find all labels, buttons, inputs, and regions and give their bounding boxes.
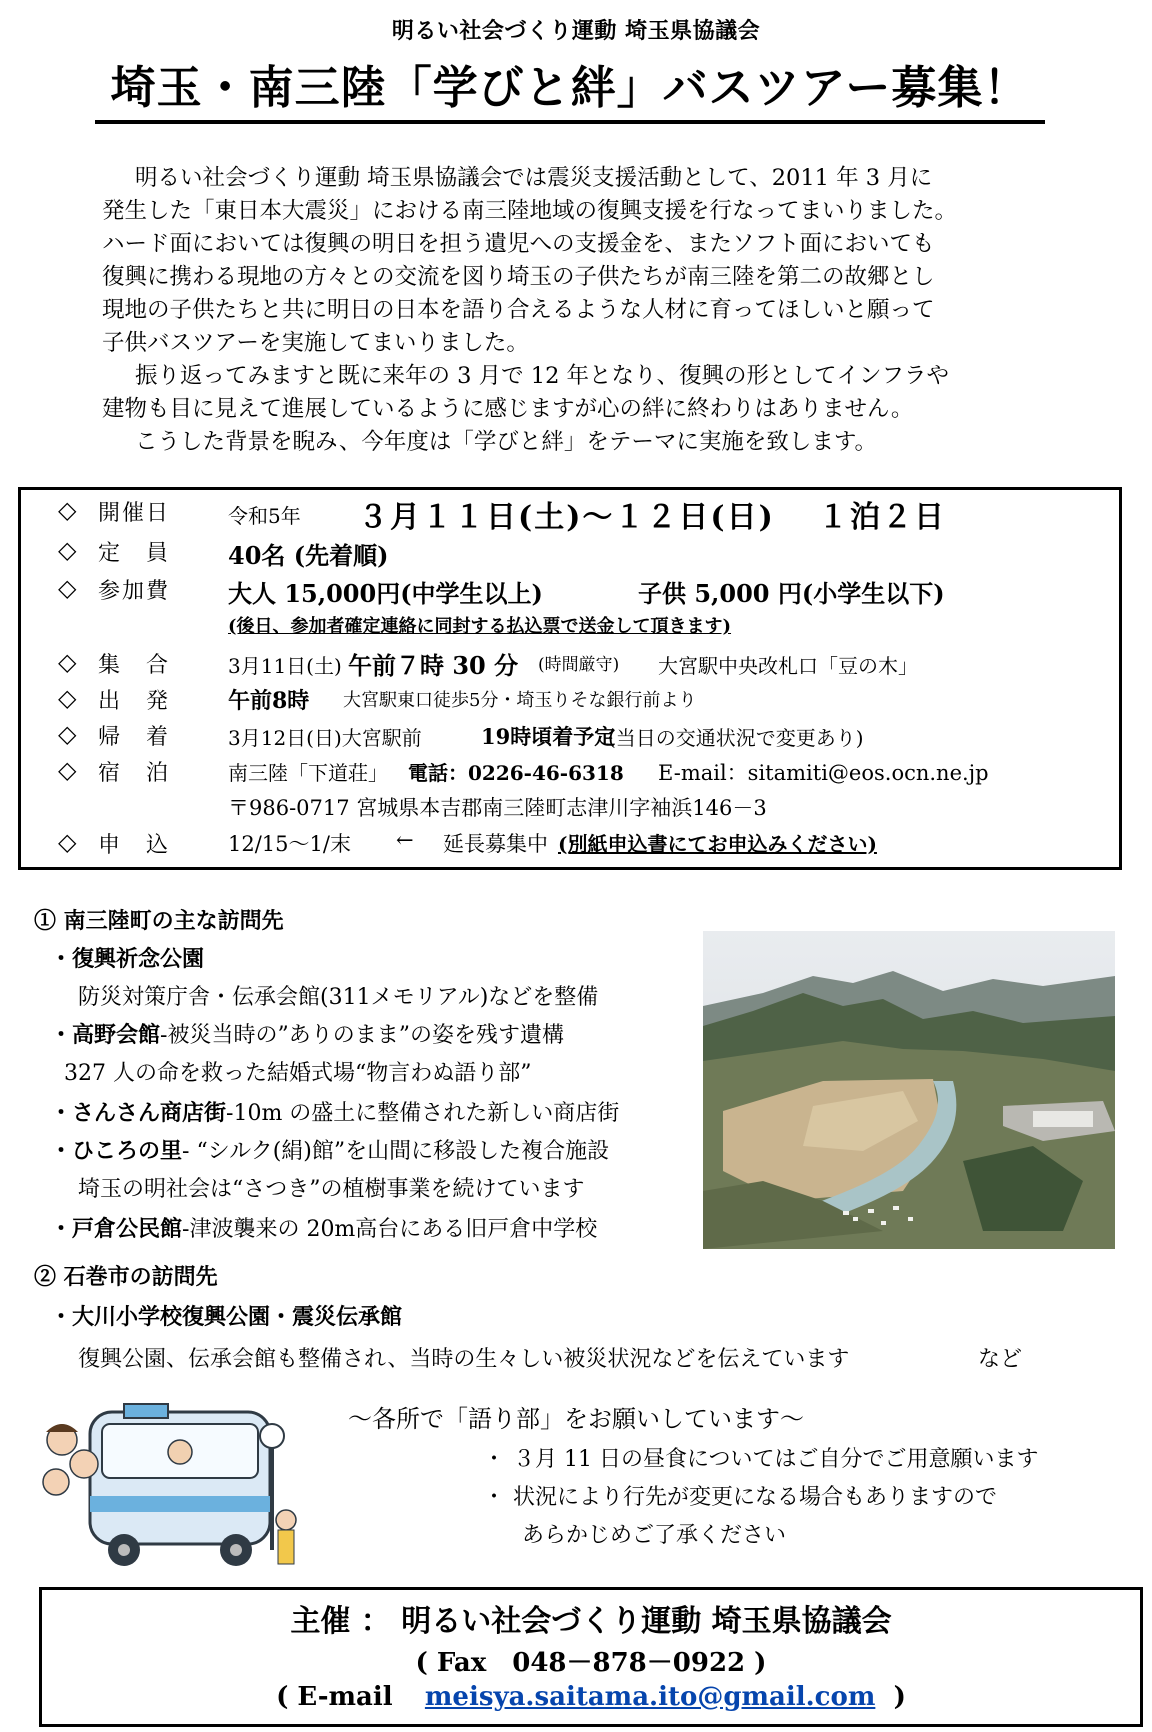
meet-date: 3月11日(土) [228, 654, 342, 678]
diamond-icon: ◇ [58, 828, 77, 856]
visit-item-title: ・高野会館 [50, 1022, 161, 1048]
bus-and-children-illustration [32, 1400, 302, 1580]
section-ishinomaki-title: ② 石巻市の訪問先 [34, 1264, 218, 1290]
nights-text: １泊２日 [818, 500, 946, 535]
apply-period: 12/15～1/末 [228, 832, 351, 856]
bullet-dot: ・ [483, 1447, 506, 1472]
aerial-landscape-image [703, 931, 1115, 1249]
visit-item-desc: -10m の盛土に整備された新しい商店街 [226, 1101, 620, 1126]
fax-text: ( Fax 048－878－0922 ) [415, 1648, 767, 1678]
return-note: (当日の交通状況で変更あり) [608, 726, 864, 750]
intro-line: 明るい社会づくり運動 埼玉県協議会では震災支援活動として、2011 年 3 月に [135, 165, 933, 191]
info-label: 申 込 [98, 833, 171, 858]
note-text: 状況により行先が変更になる場合もありますので [513, 1485, 998, 1510]
meet-place: 大宮駅中央改札口「豆の木」 [658, 654, 918, 678]
visit-item-desc: 復興公園、伝承会館も整備され、当時の生々しい被災状況などを伝えています [78, 1347, 850, 1372]
visit-item-hikoro [50, 1134, 609, 1165]
info-label: 宿 泊 [98, 761, 171, 786]
arrow-left-icon: ← [396, 828, 414, 852]
visit-item-desc: 327 人の命を救った結婚式場“物言わぬ語り部” [64, 1061, 532, 1086]
era-text: 令和5年 [228, 504, 301, 528]
intro-line: 子供バスツアーを実施してまいりました。 [102, 330, 529, 356]
aerial-photo [703, 931, 1115, 1249]
email-close: ) [893, 1682, 906, 1712]
intro-line: 復興に携わる現地の方々との交流を図り埼玉の子供たちが南三陸を第二の故郷とし [102, 264, 935, 290]
note-text: あらかじめご了承ください [522, 1523, 787, 1548]
info-label: 定 員 [98, 541, 171, 566]
diamond-icon: ◇ [58, 756, 77, 784]
intro-line: 振り返ってみますと既に来年の 3 月で 12 年となり、復興の形としてインフラや [135, 363, 950, 389]
visit-item-title: ・さんさん商店街 [50, 1100, 227, 1126]
email-line [42, 1682, 1140, 1712]
fee-child: 子供 5,000 円(小学生以下) [638, 579, 945, 608]
bullet-dot: ・ [483, 1485, 506, 1510]
storyteller-banner: ～各所で「語り部」をお願いしています～ [348, 1405, 804, 1433]
diamond-icon: ◇ [58, 574, 77, 602]
diamond-icon: ◇ [58, 536, 77, 564]
visit-item-title: ・大川小学校復興公園・震災伝承館 [50, 1304, 403, 1330]
visit-etc: など [978, 1347, 1023, 1372]
host-info-box [39, 1587, 1143, 1727]
visit-item-tokura [50, 1212, 597, 1243]
fee-adult: 大人 15,000円(中学生以上) [228, 579, 543, 608]
intro-line: 発生した「東日本大震災」における南三陸地域の復興支援を行なってまいりました。 [102, 198, 958, 224]
visit-item-sansan [50, 1096, 619, 1127]
lodging-email: E-mail：sitamiti@eos.ocn.ne.jp [658, 761, 989, 785]
info-label: 帰 着 [98, 725, 171, 750]
visit-item-desc: 防災対策庁舎・伝承会館(311メモリアル)などを整備 [78, 985, 599, 1010]
lodging-name: 南三陸「下道荘」 [228, 761, 388, 785]
depart-time: 午前8時 [228, 688, 310, 714]
fee-note: (後日、参加者確定連絡に同封する払込票で送金して頂きます) [228, 616, 732, 637]
note-item [483, 1480, 997, 1511]
section-minamisanriku-title: ① 南三陸町の主な訪問先 [34, 908, 284, 934]
apply-note: (別紙申込書にてお申込みください) [558, 832, 877, 856]
date-range: ３月１１日(土)～１２日(日) [358, 500, 775, 535]
diamond-icon: ◇ [58, 720, 77, 748]
diamond-icon: ◇ [58, 648, 77, 676]
intro-line: 現地の子供たちと共に明日の日本を語り合えるような人材に育ってほしいと願って [102, 297, 935, 323]
page-title: 埼玉・南三陸「学びと絆」バスツアー募集！ [95, 58, 1045, 124]
info-label: 開催日 [98, 501, 171, 526]
diamond-icon: ◇ [58, 496, 77, 524]
email-link[interactable]: meisya.saitama.ito@gmail.com [424, 1682, 876, 1712]
apply-extension: 延長募集中 [443, 832, 548, 856]
info-label: 集 合 [98, 653, 171, 678]
event-info-box [18, 487, 1122, 870]
note-text: ３月 11 日の昼食についてはご自分でご用意願います [513, 1447, 1039, 1472]
bus-illustration [32, 1400, 302, 1580]
intro-line: こうした背景を睨み、今年度は「学びと絆」をテーマに実施を致します。 [135, 429, 878, 455]
host-text: 主催 ： 明るい社会づくり運動 埼玉県協議会 [290, 1604, 892, 1639]
visit-item-title: ・ひころの里 [50, 1138, 183, 1164]
info-label: 出 発 [98, 689, 171, 714]
email-label: ( E-mail [276, 1682, 393, 1712]
visit-item-takano [50, 1018, 564, 1049]
meet-strict: (時間厳守) [538, 655, 620, 675]
visit-item-title: ・復興祈念公園 [50, 946, 205, 972]
visit-item-desc: -津波襲来の 20m高台にある旧戸倉中学校 [182, 1217, 598, 1242]
info-label: 参加費 [98, 579, 171, 604]
intro-text [102, 162, 1095, 459]
visit-item-desc: 埼玉の明社会は“さつき”の植樹事業を続けています [78, 1177, 585, 1202]
visit-item-desc: - “シルク(絹)館”を山間に移設した複合施設 [182, 1139, 610, 1164]
lodging-phone: 電話：0226-46-6318 [408, 761, 624, 785]
organizer-heading: 明るい社会づくり運動 埼玉県協議会 [391, 19, 761, 44]
intro-line: ハード面においては復興の明日を担う遺児への支援金を、またソフト面においても [102, 231, 935, 257]
return-date: 3月12日(日)大宮駅前 [228, 726, 422, 750]
intro-line: 建物も目に見えて進展しているように感じますが心の絆に終わりはありません。 [102, 396, 914, 422]
return-time: 19時頃着予定 [481, 724, 616, 749]
depart-place: 大宮駅東口徒歩5分・埼玉りそな銀行前より [343, 690, 697, 711]
note-item [483, 1442, 1039, 1473]
meet-time: 午前７時 30 分 [348, 651, 519, 680]
visit-item-desc: -被災当時の”ありのまま”の姿を残す遺構 [160, 1023, 564, 1048]
diamond-icon: ◇ [58, 684, 77, 712]
capacity-value: 40名 (先着順) [228, 541, 389, 570]
visit-item-title: ・戸倉公民館 [50, 1216, 183, 1242]
lodging-address: 〒986-0717 宮城県本吉郡南三陸町志津川字袖浜146－3 [228, 796, 767, 820]
